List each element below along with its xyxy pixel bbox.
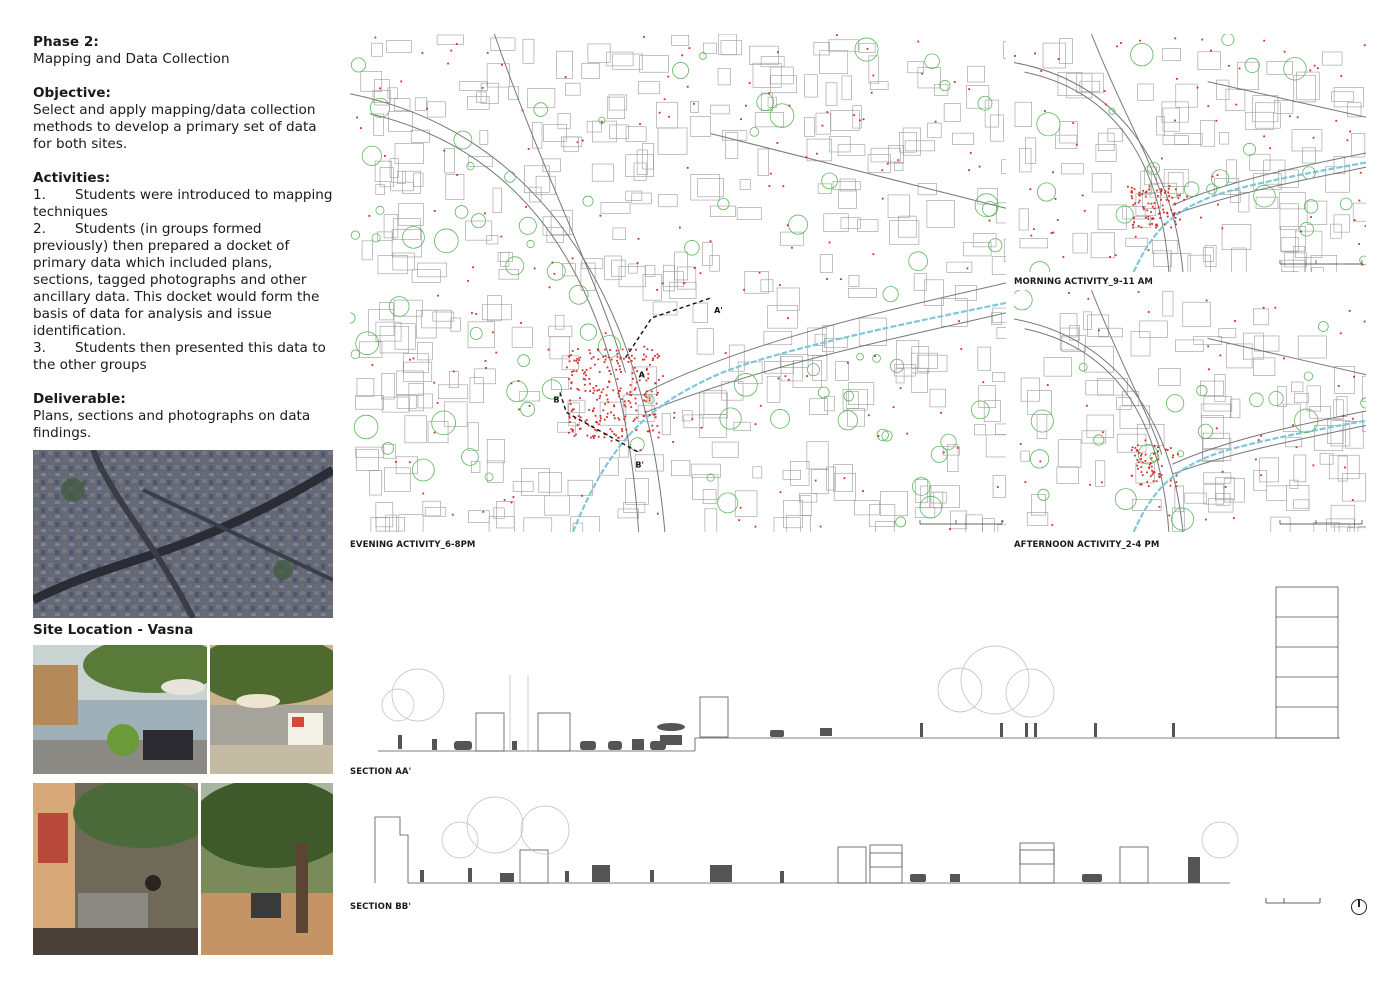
map-morning-activity — [1014, 34, 1366, 272]
section-marker-a: A — [638, 370, 645, 380]
section-marker-a_prime: A' — [714, 305, 723, 315]
brief-text-column — [33, 34, 333, 442]
photo-tea-stall — [33, 783, 198, 955]
satellite-image — [33, 450, 333, 618]
section-bb-drawing — [350, 795, 1250, 890]
map-afternoon-activity — [1014, 290, 1366, 532]
deliverable-text: Plans, sections and photographs on data findings. — [33, 408, 311, 441]
site-location-label: Site Location - Vasna — [33, 622, 194, 638]
objective-heading: Objective: — [33, 85, 111, 101]
map-morning-caption: MORNING ACTIVITY_9-11 AM — [1014, 277, 1153, 287]
activity-item: 3. Students then presented this data to the other groups — [33, 340, 326, 373]
north-arrow-icon — [1351, 899, 1367, 915]
photo-street-vendors — [33, 645, 207, 774]
scale-bar-icon — [1264, 895, 1324, 909]
section-marker-b_prime: B' — [635, 460, 644, 470]
section-aa-caption: SECTION AA' — [350, 767, 412, 777]
phase-title: Phase 2: — [33, 34, 99, 50]
section-bb-caption: SECTION BB' — [350, 902, 412, 912]
section-aa-drawing — [350, 585, 1350, 755]
section-marker-b: B — [553, 395, 560, 405]
activity-item: 1. Students were introduced to mapping techniques — [33, 187, 333, 220]
map-evening-caption: EVENING ACTIVITY_6-8PM — [350, 540, 476, 550]
map-afternoon-caption: AFTERNOON ACTIVITY_2-4 PM — [1014, 540, 1160, 550]
phase-subtitle: Mapping and Data Collection — [33, 51, 230, 67]
activities-heading: Activities: — [33, 170, 111, 186]
objective-text: Select and apply mapping/data collection methods to develop a primary set of data for both sites. — [33, 102, 317, 152]
activity-item: 2. Students (in groups formed previously) then prepared a docket of primary data which included plans, sections, tagged photographs and other ancillary data. This docket would form the basis of data for analysis and issue identification. — [33, 221, 320, 339]
deliverable-heading: Deliverable: — [33, 391, 126, 407]
photo-tree-shade — [201, 783, 333, 955]
map-evening-activity — [350, 34, 1006, 532]
photo-kiosk — [210, 645, 333, 774]
